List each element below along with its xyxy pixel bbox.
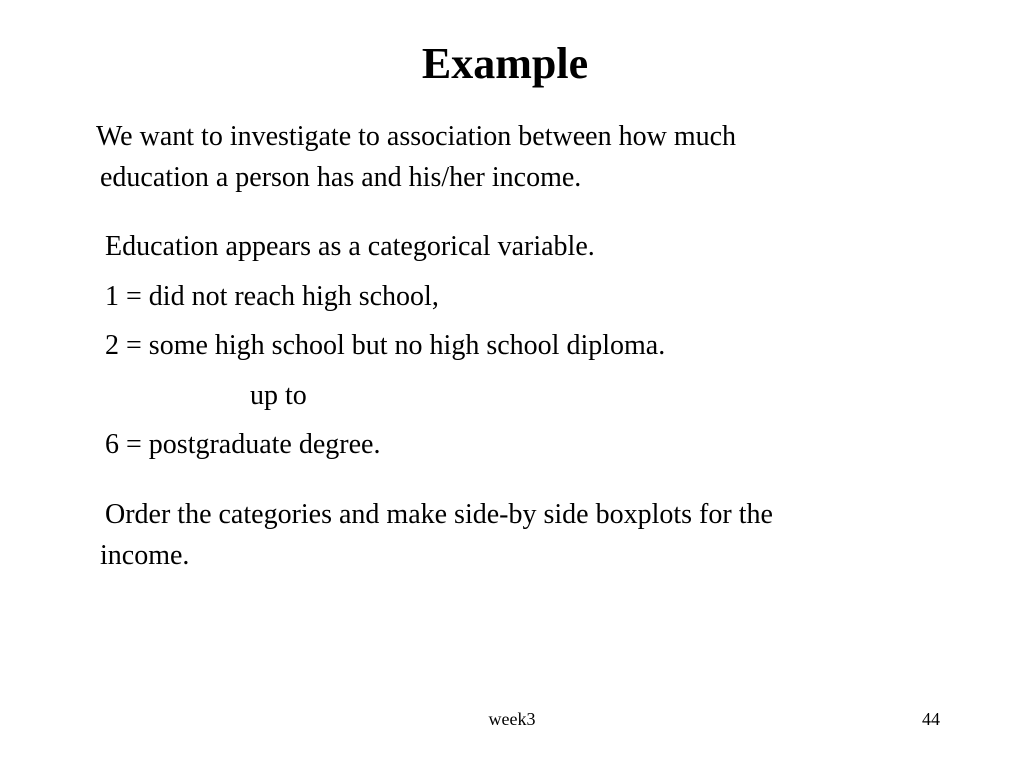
intro-text-line-1: We want to investigate to association between how much (96, 121, 737, 152)
education-level-6: 6 = postgraduate degree. (105, 429, 381, 460)
slide-title: Example (421, 39, 589, 88)
education-level-2: 2 = some high school but no high school diploma. (105, 330, 666, 361)
up-to-text: up to (250, 380, 307, 411)
education-level-1: 1 = did not reach high school, (105, 281, 439, 312)
footer-week-label: week3 (488, 709, 536, 729)
instruction-line-2: income. (100, 540, 190, 571)
intro-text-line-2: education a person has and his/her income. (100, 162, 582, 193)
education-description: Education appears as a categorical variable. (105, 231, 595, 262)
page-number: 44 (922, 709, 940, 729)
instruction-line-1: Order the categories and make side-by side boxplots for the (105, 499, 773, 530)
